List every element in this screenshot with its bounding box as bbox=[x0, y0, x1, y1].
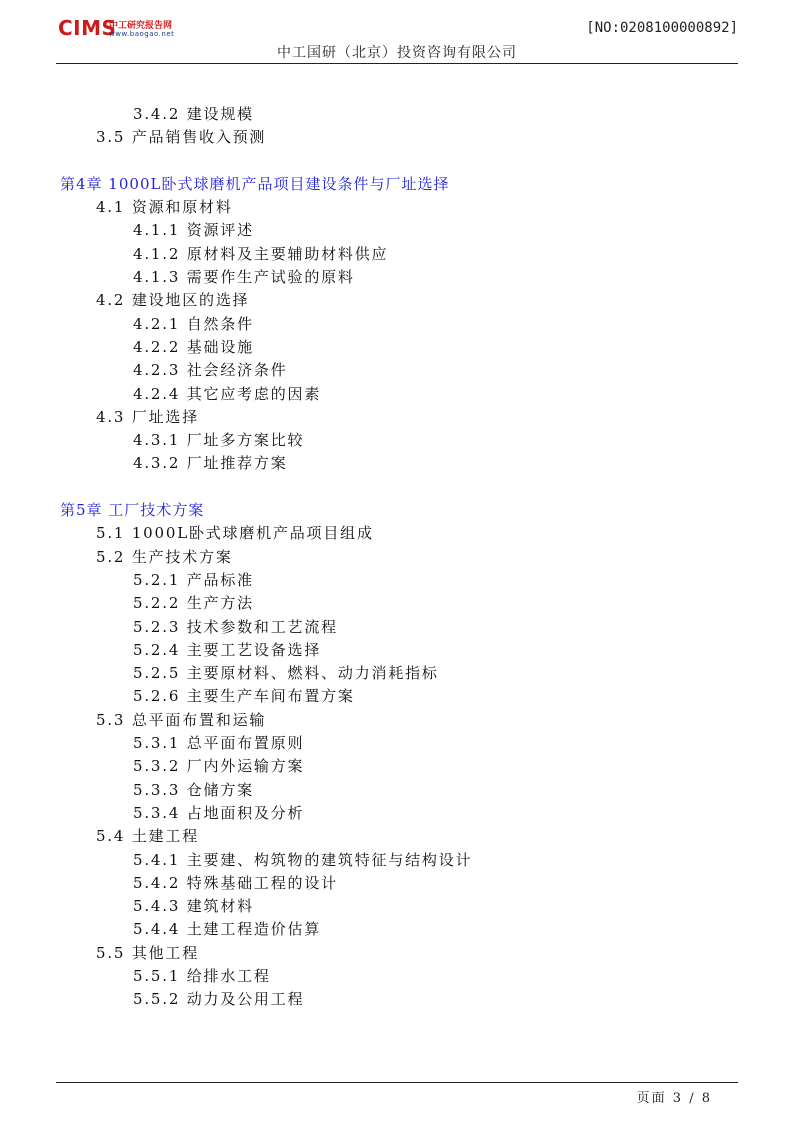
toc-section-item: 5.1 1000L卧式球磨机产品项目组成 bbox=[96, 524, 374, 543]
logo-wordmark: CIMS bbox=[58, 16, 117, 40]
toc-subsection-item: 3.4.2 建设规模 bbox=[133, 105, 254, 123]
total-pages: 8 bbox=[701, 1091, 712, 1106]
footer-divider bbox=[56, 1082, 738, 1083]
toc-chapter-heading: 第4章 1000L卧式球磨机产品项目建设条件与厂址选择 bbox=[60, 174, 450, 193]
toc-chapter-heading: 第5章 工厂技术方案 bbox=[60, 501, 205, 520]
toc-subsection-item: 5.5.2 动力及公用工程 bbox=[133, 990, 305, 1009]
toc-subsection-item: 4.2.4 其它应考虑的因素 bbox=[133, 384, 322, 403]
toc-subsection-item: 5.3.2 厂内外运输方案 bbox=[133, 757, 305, 776]
toc-subsection-item: 5.2.6 主要生产车间布置方案 bbox=[133, 687, 355, 706]
toc-subsection-item: 4.3.2 厂址推荐方案 bbox=[133, 454, 288, 473]
toc-section-item: 5.2 生产技术方案 bbox=[96, 547, 233, 566]
page-header bbox=[56, 14, 738, 66]
logo-chinese-name: 中工研究报告网 bbox=[109, 21, 173, 31]
toc-subsection-item: 4.2.2 基础设施 bbox=[133, 337, 254, 356]
toc-section-item: 5.5 其他工程 bbox=[96, 943, 200, 962]
toc-subsection-item: 4.3.1 厂址多方案比较 bbox=[133, 431, 305, 450]
toc-section-item: 4.3 厂址选择 bbox=[96, 407, 200, 426]
table-of-contents bbox=[0, 103, 794, 1012]
document-number: [NO:0208100000892] bbox=[586, 20, 738, 36]
toc-subsection-item: 4.2.1 自然条件 bbox=[133, 314, 254, 333]
page-separator: / bbox=[689, 1091, 696, 1106]
toc-subsection-item: 5.4.2 特殊基础工程的设计 bbox=[133, 873, 338, 892]
toc-subsection-item: 5.2.4 主要工艺设备选择 bbox=[133, 640, 322, 659]
toc-section-item: 4.2 建设地区的选择 bbox=[96, 291, 250, 310]
toc-subsection-item: 4.1.2 原材料及主要辅助材料供应 bbox=[133, 244, 389, 263]
toc-subsection-item: 5.2.1 产品标准 bbox=[133, 570, 254, 589]
company-name: 中工国研（北京）投资咨询有限公司 bbox=[277, 45, 517, 61]
page-footer bbox=[56, 1082, 738, 1112]
toc-subsection-item: 5.2.5 主要原材料、燃料、动力消耗指标 bbox=[133, 664, 439, 683]
toc-subsection-item: 5.4.1 主要建、构筑物的建筑特征与结构设计 bbox=[133, 850, 473, 869]
toc-section-item: 3.5 产品销售收入预测 bbox=[96, 128, 267, 147]
toc-section-item: 5.3 总平面布置和运输 bbox=[96, 710, 267, 729]
page-number bbox=[637, 1087, 712, 1106]
toc-subsection-item: 5.2.2 生产方法 bbox=[133, 594, 254, 613]
toc-subsection-item: 5.3.3 仓储方案 bbox=[133, 780, 254, 799]
toc-subsection-item: 5.4.3 建筑材料 bbox=[133, 897, 254, 916]
toc-subsection-item: 5.5.1 给排水工程 bbox=[133, 966, 271, 985]
logo-url: www.baogao.net bbox=[109, 30, 175, 38]
current-page: 3 bbox=[672, 1091, 684, 1106]
toc-subsection-item: 5.4.4 土建工程造价估算 bbox=[133, 920, 322, 939]
header-divider bbox=[56, 63, 738, 64]
toc-subsection-item: 5.2.3 技术参数和工艺流程 bbox=[133, 617, 338, 636]
toc-subsection-item: 4.1.1 资源评述 bbox=[133, 221, 254, 240]
toc-subsection-item: 4.1.3 需要作生产试验的原料 bbox=[133, 268, 355, 287]
toc-subsection-item: 4.2.3 社会经济条件 bbox=[133, 361, 288, 380]
toc-section-item: 4.1 资源和原材料 bbox=[96, 198, 233, 217]
toc-section-item: 5.4 土建工程 bbox=[96, 827, 200, 846]
toc-subsection-item: 5.3.4 占地面积及分析 bbox=[133, 803, 305, 822]
page-label: 页面 bbox=[636, 1091, 667, 1106]
toc-subsection-item: 5.3.1 总平面布置原则 bbox=[133, 734, 305, 753]
